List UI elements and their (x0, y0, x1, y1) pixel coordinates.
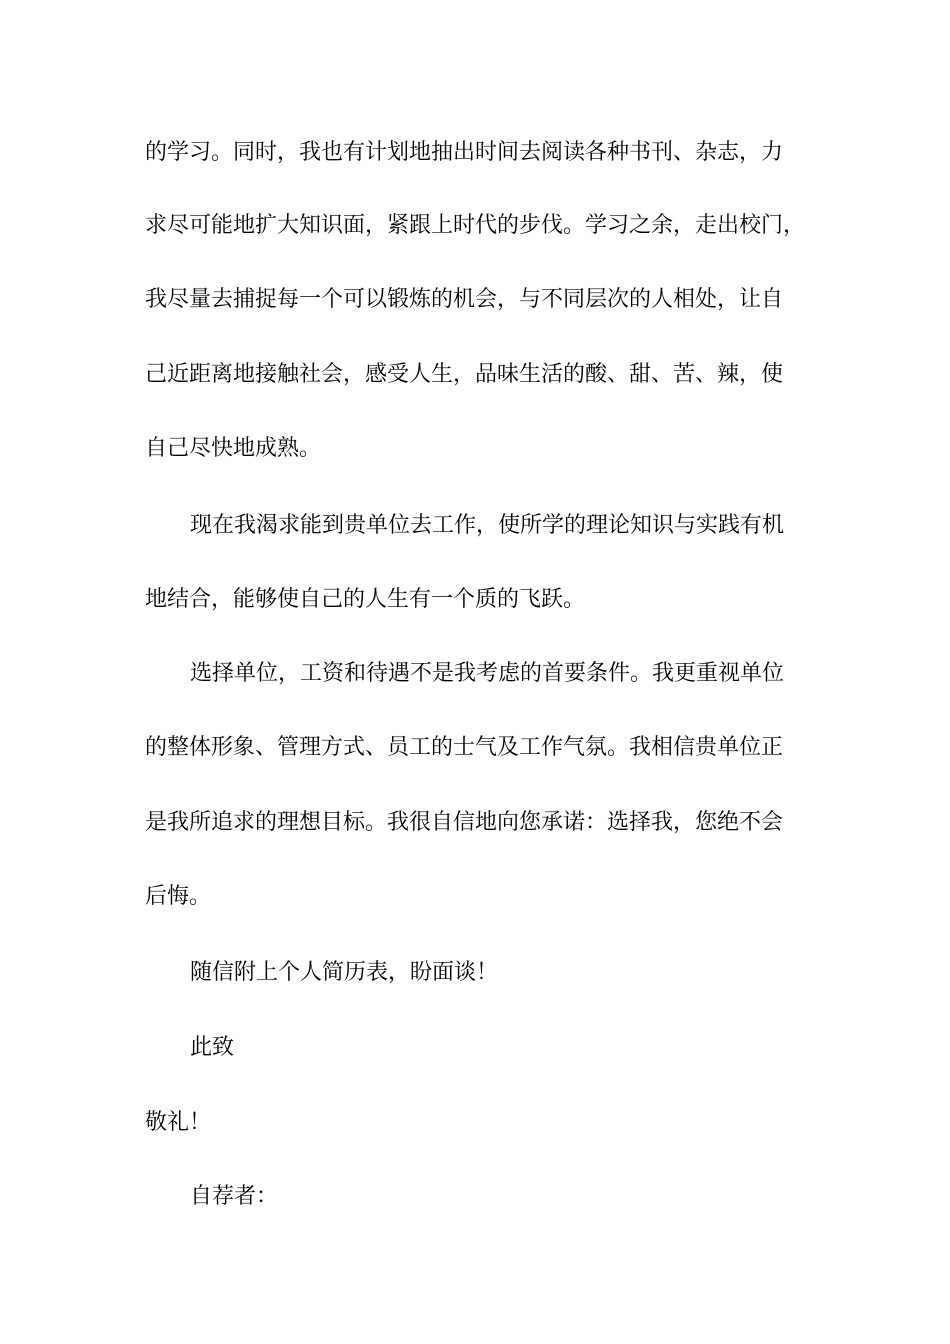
body-text-line: 后悔。 (145, 884, 212, 909)
body-text-line: 求尽可能地扩大知识面，紧跟上时代的步伐。学习之余，走出校门， (145, 213, 806, 238)
closing-regards: 敬礼！ (145, 1110, 212, 1135)
closing-salutation: 此致 (190, 1035, 235, 1060)
body-text-line: 选择单位，工资和待遇不是我考虑的首要条件。我更重视单位 (190, 661, 785, 686)
signature-label: 自荐者： (190, 1184, 279, 1209)
body-text-line: 现在我渴求能到贵单位去工作，使所学的理论知识与实践有机 (190, 513, 785, 538)
body-text-line: 的整体形象、管理方式、员工的士气及工作气氛。我相信贵单位正 (145, 735, 784, 760)
body-text-line: 己近距离地接触社会，感受人生，品味生活的酸、甜、苦、辣，使 (145, 362, 784, 387)
body-text-line: 的学习。同时，我也有计划地抽出时间去阅读各种书刊、杂志，力 (145, 140, 784, 165)
body-text-line: 自己尽快地成熟。 (145, 436, 322, 461)
body-text-line: 我尽量去捕捉每一个可以锻炼的机会，与不同层次的人相处，让自 (145, 287, 784, 312)
body-text-line: 是我所追求的理想目标。我很自信地向您承诺：选择我，您绝不会 (145, 810, 784, 835)
body-text-line: 随信附上个人简历表，盼面谈！ (190, 960, 499, 985)
body-text-line: 地结合，能够使自己的人生有一个质的飞跃。 (145, 587, 586, 612)
